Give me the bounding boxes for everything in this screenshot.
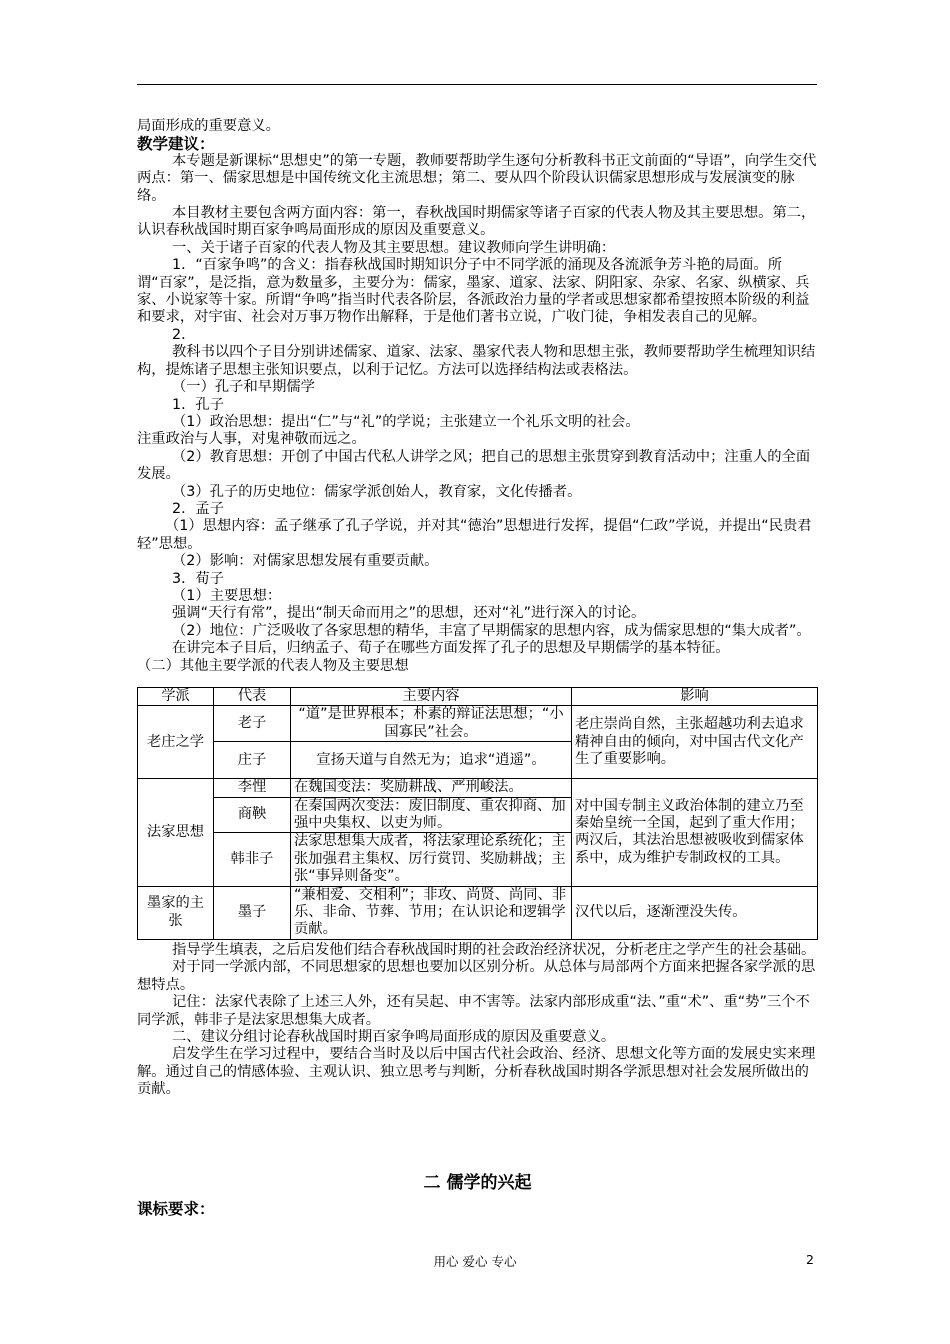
table-row — [138, 779, 818, 797]
paragraph: （2）影响：对儒家思想发展有重要贡献。 — [172, 553, 439, 570]
content-cell: 在秦国两次变法：废旧制度、重农抑商、加强中央集权、以吏为师。 — [291, 797, 572, 833]
paragraph: 启发学生在学习过程中，要结合当时及以后中国古代社会政治、经济、思想文化等方面的发展史实来理解。通过自己的情感体验、主观认识、独立思考与判断，分析春秋战国时期各学派思想对社会发展所做出的贡献。 — [137, 1046, 816, 1098]
paragraph: 注重政治与人事，对鬼神敬而远之。 — [137, 431, 366, 448]
paragraph: 教科书以四个子目分别讲述儒家、道家、法家、墨家代表人物和思想主张，教师要帮助学生梳理知识结构，提炼诸子思想主张知识要点，以利于记忆。方法可以选择结构法或表格法。 — [137, 344, 816, 378]
rep-cell: 李悝 — [214, 779, 291, 797]
impact-cell: 对中国专制主义政治体制的建立乃至秦始皇统一全国，起到了重大作用；两汉后，其法治思想被吸收到儒家体系中，成为维护专制政权的工具。 — [572, 779, 818, 886]
content-cell: 宣扬天道与自然无为；追求“逍遥”。 — [291, 742, 572, 779]
rep-cell: 老子 — [214, 706, 291, 742]
paragraph: 1．“百家争鸣”的含义：指春秋战国时期知识分子中不同学派的涌现及各流派争芳斗艳的局面。所谓“百家”，是泛指，意为数量多，主要分为：儒家，墨家、道家、法家、阴阳家、杂家、名家、纵横家、兵家、小说家等十家。所谓“争鸣”指当时代表各阶层，各派政治力量的学者或思想家都希望按照本阶级的利益和要求，对宇宙、社会对万事万物作出解释，于是他们著书立说，广收门徒，争相发表自己的见解。 — [137, 257, 810, 326]
rep-cell: 庄子 — [214, 742, 291, 779]
paragraph: 1．孔子 — [172, 396, 224, 413]
document-body — [137, 118, 818, 1099]
paragraph: 本目教材主要包含两方面内容：第一，春秋战国时期儒家等诸子百家的代表人物及其主要思想。第二，认识春秋战国时期百家争鸣局面形成的原因及重要意义。 — [137, 205, 816, 239]
paragraph: 指导学生填表，之后启发他们结合春秋战国时期的社会政治经济状况，分析老庄之学产生的社会基础。 — [172, 941, 816, 958]
school-cell: 墨家的主张 — [138, 886, 214, 939]
paragraph: 本专题是新课标“思想史”的第一专题，教师要帮助学生逐句分析教科书正文前面的“导语”，向学生交代两点：第一、儒家思想是中国传统文化主流思想；第二、要从四个阶段认识儒家思想形成与发展演变的脉络。 — [137, 152, 817, 204]
page-number: 2 — [806, 1252, 814, 1267]
rep-cell: 商鞅 — [214, 797, 291, 833]
table-header-cell: 主要内容 — [291, 688, 572, 706]
paragraph: 一、关于诸子百家的代表人物及其主要思想。建议教师向学生讲明确： — [172, 239, 616, 256]
paragraph: 记住：法家代表除了上述三人外，还有吴起、申不害等。法家内部形成重“法、”重“术”、重“势”三个不同学派，韩非子是法家思想集大成者。 — [137, 994, 810, 1028]
paragraph: 对于同一学派内部，不同思想家的思想也要加以区别分析。从总体与局部两个方面来把握各家学派的思想特点。 — [137, 959, 816, 993]
paragraph: （一）孔子和早期儒学 — [172, 379, 315, 396]
paragraph: （二）其他主要学派的代表人物及主要思想 — [137, 657, 409, 674]
content-cell: “兼相爱、交相利”；非攻、尚贤、尚同、非乐、非命、节葬、节用；在认识论和逻辑学贡献。 — [291, 886, 572, 939]
paragraph: 强调“天行有常”，提出“制天命而用之”的思想，还对“礼”进行深入的讨论。 — [172, 605, 646, 622]
paragraph: （1）思想内容：孟子继承了孔子学说，并对其“德治”思想进行发挥，提倡“仁政”学说，并提出“民贵君轻”思想。 — [137, 518, 812, 552]
table-header-cell: 学派 — [138, 688, 214, 706]
rep-cell: 韩非子 — [214, 833, 291, 886]
school-cell: 法家思想 — [138, 779, 214, 886]
paragraph: 教学建议： — [137, 134, 215, 154]
paragraph: （1）政治思想：提出“仁”与“礼”的学说；主张建立一个礼乐文明的社会。 — [172, 413, 640, 430]
paragraph: 二、建议分组讨论春秋战国时期百家争鸣局面形成的原因及重要意义。 — [172, 1028, 616, 1045]
table-header-cell: 影响 — [572, 688, 818, 706]
content-cell: “道”是世界根本；朴素的辩证法思想；“小国寡民”社会。 — [291, 706, 572, 742]
content-cell: 法家思想集大成者，将法家理论系统化；主张加强君主集权、厉行赏罚、奖励耕战；主张“事异则备变”。 — [291, 833, 572, 886]
section-title: 二 儒学的兴起 — [423, 1173, 532, 1193]
header-rule — [137, 84, 817, 85]
paragraph: 2．孟子 — [172, 500, 224, 517]
paragraph: 在讲完本子目后，归纳孟子、荀子在哪些方面发挥了孔子的思想及早期儒学的基本特征。 — [172, 640, 730, 657]
paragraph: （3）孔子的历史地位：儒家学派创始人，教育家，文化传播者。 — [172, 483, 582, 500]
paragraph: （2）教育思想：开创了中国古代私人讲学之风；把自己的思想主张贯穿到教育活动中；注重人的全面发展。 — [137, 448, 811, 483]
paragraph: 2． — [172, 326, 196, 343]
paragraph: （2）地位：广泛吸收了各家思想的精华，丰富了早期儒家的思想内容，成为儒家思想的“集大成者”。 — [172, 622, 811, 639]
table-header-cell: 代表 — [214, 688, 291, 706]
sub-heading: 课标要求： — [137, 1199, 215, 1218]
impact-cell: 汉代以后，逐渐湮没失传。 — [572, 886, 818, 939]
page-footer: 用心 爱心 专心 — [433, 1254, 517, 1269]
paragraph: （1）主要思想： — [172, 587, 282, 604]
rep-cell: 墨子 — [214, 886, 291, 939]
paragraph: 3．荀子 — [172, 570, 224, 587]
paragraphs-bottom — [137, 942, 818, 1099]
paragraphs-top — [137, 118, 818, 675]
schools-table — [137, 687, 818, 940]
table-row — [138, 886, 818, 939]
table-header-row — [138, 688, 818, 706]
paragraph: 局面形成的重要意义。 — [137, 118, 280, 134]
impact-cell: 老庄崇尚自然，主张超越功利去追求精神自由的倾向，对中国古代文化产生了重要影响。 — [572, 706, 818, 779]
school-cell: 老庄之学 — [138, 706, 214, 779]
content-cell: 在魏国变法：奖励耕战、严刑峻法。 — [291, 779, 572, 797]
table-row — [138, 706, 818, 742]
